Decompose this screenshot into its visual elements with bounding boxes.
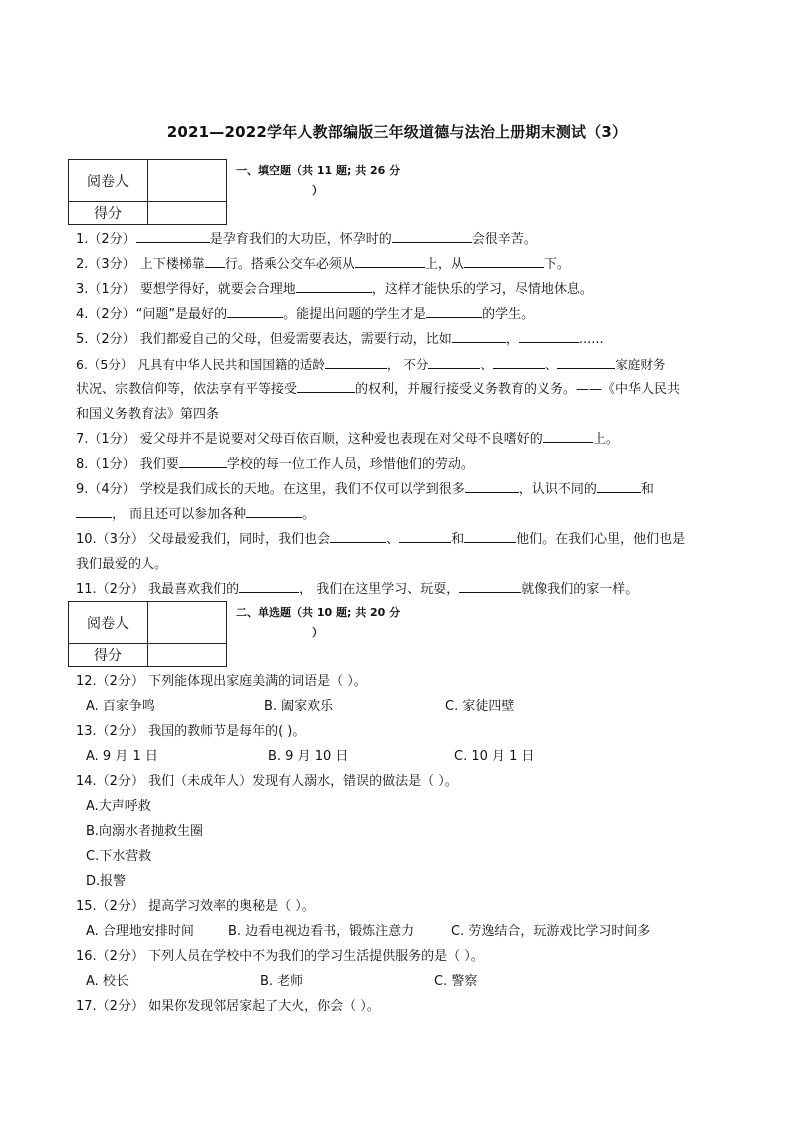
grader-table <box>68 601 227 667</box>
section-heading-line1: 一、填空题（共 11 题; 共 26 分 <box>236 164 401 177</box>
q-text: ， 而且还可以参加各种 <box>112 507 247 522</box>
q-text: 上，从 <box>424 257 464 272</box>
reviewer-box[interactable] <box>148 602 227 644</box>
q-text: ， 我们在这里学习、玩耍， <box>299 582 460 597</box>
q-text: 、 <box>386 532 400 547</box>
q-text: 4.（2分）“问题”是最好的 <box>76 307 228 322</box>
blank[interactable] <box>179 453 227 468</box>
q-text: ，这样才能快乐的学习，尽情地休息。 <box>371 282 593 297</box>
blank[interactable] <box>557 354 615 369</box>
blank[interactable] <box>355 253 425 268</box>
question-11 <box>76 577 726 602</box>
blank[interactable] <box>76 503 112 518</box>
blank[interactable] <box>297 378 355 393</box>
question-17: 17.（2分） 如果你发现邻居家起了大火，你会（ ）。 <box>76 999 380 1014</box>
question-10-line2: 我们最爱的人。 <box>76 557 168 572</box>
q-text: 会很辛苦。 <box>471 232 537 247</box>
question-6 <box>76 352 726 377</box>
section-heading <box>236 161 400 201</box>
question-5 <box>76 327 726 352</box>
section-heading-line1: 二、单选题（共 10 题; 共 20 分 <box>236 606 401 619</box>
blank[interactable] <box>543 428 593 443</box>
option-c[interactable]: C. 家徒四壁 <box>445 699 515 714</box>
q-text: 和 <box>640 482 654 497</box>
q-text: ， <box>505 332 519 347</box>
blank[interactable] <box>464 528 516 543</box>
blank[interactable] <box>246 503 302 518</box>
question-7 <box>76 427 726 452</box>
question-4 <box>76 302 726 327</box>
question-12: 12.（2分） 下列能体现出家庭美满的词语是（ ）。 <box>76 674 367 689</box>
q-text: 行。搭乘公交车必须从 <box>224 257 355 272</box>
q-text: 上。 <box>592 432 619 447</box>
question-3 <box>76 277 726 302</box>
q-text: 5.（2分） 我们都爱自己的父母，但爱需要表达，需要行动，比如 <box>76 332 452 347</box>
section-heading-line2: ） <box>312 626 323 639</box>
blank[interactable] <box>330 528 386 543</box>
q-text: 状况、宗教信仰等，依法享有平等接受 <box>76 382 298 397</box>
q-text: 就像我们的家一样。 <box>521 582 639 597</box>
question-14: 14.（2分） 我们（未成年人）发现有人溺水，错误的做法是（ ）。 <box>76 774 458 789</box>
blank[interactable] <box>459 578 521 593</box>
option-a[interactable]: A. 百家争鸣 <box>86 699 155 714</box>
score-box[interactable] <box>148 644 227 667</box>
blank[interactable] <box>428 354 480 369</box>
blank[interactable] <box>296 278 372 293</box>
q-text: 他们。在我们心里，他们也是 <box>516 532 686 547</box>
q-text: ...... <box>578 332 604 347</box>
q-text: 9.（4分） 学校是我们成长的天地。在这里，我们不仅可以学到很多 <box>76 482 465 497</box>
q-text: 3.（1分） 要想学得好，就要会合理地 <box>76 282 296 297</box>
question-1 <box>76 227 726 252</box>
score-label: 得分 <box>69 202 148 225</box>
option-b[interactable]: B. 9 月 10 日 <box>268 749 349 764</box>
question-16: 16.（2分） 下列人员在学校中不为我们的学习生活提供服务的是（ ）。 <box>76 949 484 964</box>
question-13: 13.（2分） 我国的教师节是每年的( )。 <box>76 724 306 739</box>
option-b[interactable]: B. 边看电视边看书，锻炼注意力 <box>228 924 415 939</box>
blank[interactable] <box>464 253 544 268</box>
section-heading <box>236 603 400 643</box>
q-text: 1.（2分） <box>76 232 136 247</box>
blank[interactable] <box>136 228 210 243</box>
q-text: 8.（1分） 我们要 <box>76 457 179 472</box>
option-b[interactable]: B. 老师 <box>260 974 304 989</box>
option-d[interactable]: D.报警 <box>86 874 127 889</box>
option-c[interactable]: C. 劳逸结合，玩游戏比学习时间多 <box>451 924 651 939</box>
q-text: 10.（3分） 父母最爱我们，同时，我们也会 <box>76 532 331 547</box>
q-text: 的权利，并履行接受义务教育的义务。——《中华人民共 <box>355 382 681 397</box>
question-10 <box>76 527 726 552</box>
question-9-line2 <box>76 502 726 527</box>
option-c[interactable]: C. 10 月 1 日 <box>454 749 535 764</box>
option-b[interactable]: B. 阖家欢乐 <box>264 699 334 714</box>
q-text: ，认识不同的 <box>518 482 597 497</box>
option-a[interactable]: A. 9 月 1 日 <box>86 749 158 764</box>
blank[interactable] <box>465 478 519 493</box>
blank[interactable] <box>392 228 472 243</box>
q-text: 和 <box>451 532 465 547</box>
q-text: 11.（2分） 我最喜欢我们的 <box>76 582 240 597</box>
option-a[interactable]: A. 校长 <box>86 974 129 989</box>
blank[interactable] <box>519 328 579 343</box>
question-9 <box>76 477 726 502</box>
blank[interactable] <box>597 478 641 493</box>
q-text: 的学生。 <box>482 307 535 322</box>
option-a[interactable]: A.大声呼救 <box>86 799 151 814</box>
q-text: 2.（3分） 上下楼梯靠 <box>76 257 205 272</box>
blank[interactable] <box>493 354 545 369</box>
q-text: 、 <box>480 357 493 372</box>
q-text: 、 <box>544 357 558 372</box>
grader-table <box>68 159 227 225</box>
question-8 <box>76 452 726 477</box>
blank[interactable] <box>227 303 283 318</box>
blank[interactable] <box>205 253 225 268</box>
blank[interactable] <box>452 328 506 343</box>
reviewer-label: 阅卷人 <box>69 160 148 202</box>
q-text: 。能提出问题的学生才是 <box>283 307 427 322</box>
blank[interactable] <box>325 354 387 369</box>
blank[interactable] <box>399 528 451 543</box>
question-6-line2 <box>76 377 726 402</box>
option-c[interactable]: C. 警察 <box>434 974 478 989</box>
reviewer-label: 阅卷人 <box>69 602 148 644</box>
question-2 <box>76 252 726 277</box>
section-heading-line2: ） <box>312 184 323 197</box>
option-b[interactable]: B.向溺水者抛救生圈 <box>86 824 204 839</box>
q-text: ， 不分 <box>386 357 429 372</box>
blank[interactable] <box>426 303 482 318</box>
option-c[interactable]: C.下水营救 <box>86 849 152 864</box>
q-text: 6.（5分） 凡具有中华人民共和国国籍的适龄 <box>76 357 325 372</box>
page-title: 2021—2022学年人教部编版三年级道德与法治上册期末测试（3） <box>166 123 628 141</box>
question-15: 15.（2分） 提高学习效率的奥秘是（ ）。 <box>76 899 315 914</box>
q-text: 是孕育我们的大功臣，怀孕时的 <box>209 232 392 247</box>
q-text: 7.（1分） 爱父母并不是说要对父母百依百顺，这种爱也表现在对父母不良嗜好的 <box>76 432 543 447</box>
option-a[interactable]: A. 合理地安排时间 <box>86 924 194 939</box>
q-text: 学校的每一位工作人员，珍惜他们的劳动。 <box>226 457 474 472</box>
question-6-line3: 和国义务教育法》第四条 <box>76 407 220 422</box>
q-text: 下。 <box>543 257 570 272</box>
blank[interactable] <box>239 578 299 593</box>
score-box[interactable] <box>148 202 227 225</box>
q-text: 。 <box>302 507 316 522</box>
q-text: 家庭财务 <box>615 357 666 372</box>
reviewer-box[interactable] <box>148 160 227 202</box>
score-label: 得分 <box>69 644 148 667</box>
